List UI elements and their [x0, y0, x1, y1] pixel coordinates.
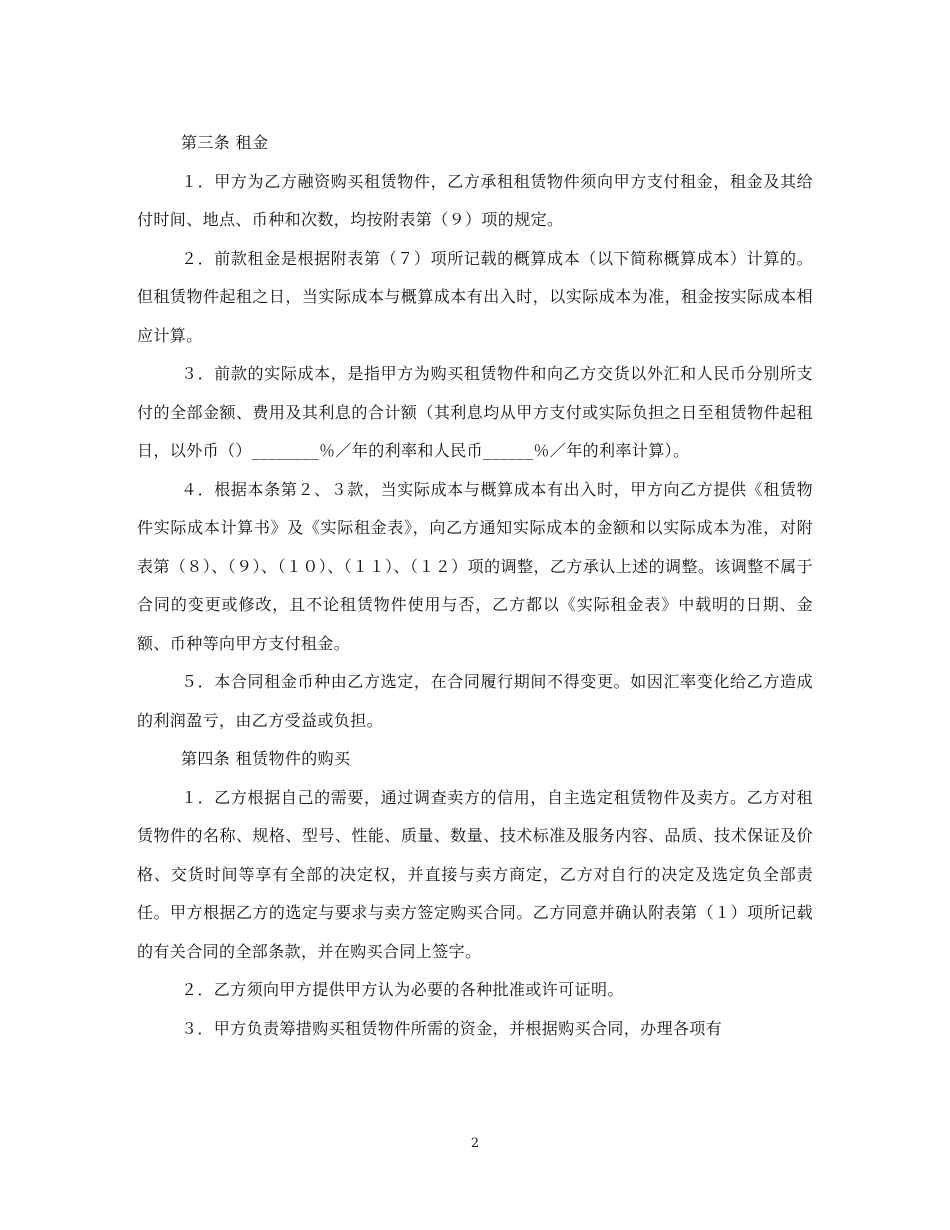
- section-4-item-2: ２．乙方须向甲方提供甲方认为必要的各种批准或许可证明。: [181, 980, 624, 999]
- section-4-heading: 第四条 租赁物件的购买: [181, 749, 351, 768]
- section-3-heading: 第三条 租金: [181, 133, 269, 152]
- section-3-item-1: １．甲方为乙方融资购买租赁物件，乙方承租租赁物件须向甲方支付租金，租金及其给付时间、地点、币种和次数，均按附表第（９）项的规定。: [137, 171, 813, 229]
- section-3-item-4: ４．根据本条第２、３款，当实际成本与概算成本有出入时，甲方向乙方提供《租赁物件实际成本计算书》及《实际租金表》，向乙方通知实际成本的金额和以实际成本为准，对附表第（８）、（９）、（１０）、（１１）、（１２）项的调整，乙方承认上述的调整。该调整不属于合同的变更或修改，且不论租赁物件使用与否，乙方都以《实际租金表》中载明的日期、金额、币种等向甲方支付租金。: [137, 479, 813, 653]
- section-3-item-2: ２．前款租金是根据附表第（７）项所记载的概算成本（以下简称概算成本）计算的。但租赁物件起租之日，当实际成本与概算成本有出入时，以实际成本为准，租金按实际成本相应计算。: [137, 248, 813, 345]
- section-4-item-1: １．乙方根据自己的需要，通过调查卖方的信用，自主选定租赁物件及卖方。乙方对租赁物件的名称、规格、型号、性能、质量、数量、技术标准及服务内容、品质、技术保证及价格、交货时间等享有全部的决定权，并直接与卖方商定，乙方对自行的决定及选定负全部责任。甲方根据乙方的选定与要求与卖方签定购买合同。乙方同意并确认附表第（１）项所记载的有关合同的全部条款，并在购买合同上签字。: [137, 787, 813, 961]
- section-3-item-3: ３．前款的实际成本，是指甲方为购买租赁物件和向乙方交货以外汇和人民币分别所支付的全部金额、费用及其利息的合计额（其利息均从甲方支付或实际负担之日至租赁物件起租日，以外币（）________％／年的利率和人民币______％／年的利率计算）。: [137, 364, 813, 460]
- page-number: 2: [470, 1136, 480, 1151]
- section-3-item-5: ５．本合同租金币种由乙方选定，在合同履行期间不得变更。如因汇率变化给乙方造成的利润盈亏，由乙方受益或负担。: [137, 672, 813, 730]
- section-4-item-3: ３．甲方负责筹措购买租赁物件所需的资金，并根据购买合同，办理各项有: [181, 1018, 723, 1038]
- document-body: [137, 124, 813, 1048]
